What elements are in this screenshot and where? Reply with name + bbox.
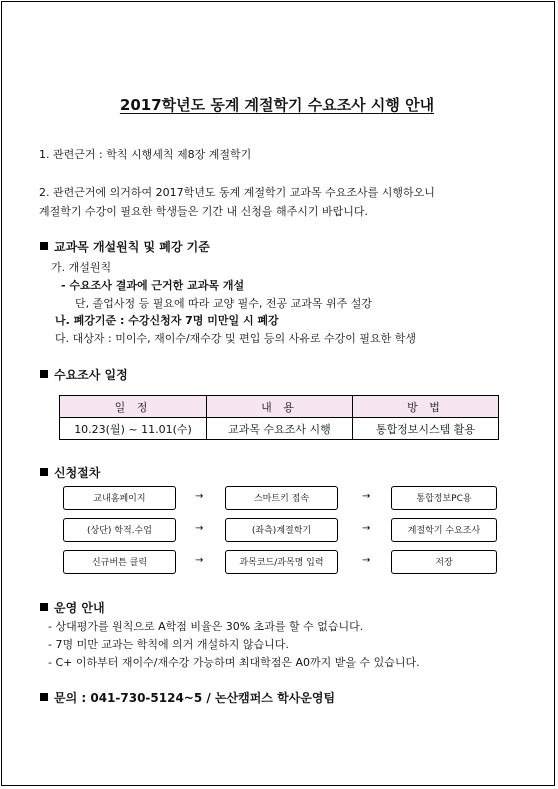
arrow-right-icon: → [362, 555, 371, 566]
page-title: 2017학년도 동계 계절학기 수요조사 시행 안내 [119, 96, 435, 114]
criteria-da: 다. 대상자 : 미이수, 재이수/재수강 및 편입 등의 사유로 수강이 필요한 학생 [55, 332, 417, 345]
arrow-right-icon: → [362, 523, 371, 534]
square-bullet-icon [40, 242, 48, 250]
arrow-right-icon: → [195, 555, 204, 566]
criteria-ga: 가. 개설원칙 [51, 261, 112, 274]
section-1: 1. 관련근거 : 학칙 시행세칙 제8장 계절학기 [39, 148, 252, 161]
arrow-right-icon: → [195, 523, 204, 534]
square-bullet-icon [40, 468, 48, 476]
criteria-na: 나. 폐강기준 : 수강신청자 7명 미만일 시 폐강 [55, 314, 279, 327]
step-box: 교내홈페이지 [63, 486, 176, 510]
step-box: (상단) 학적.수업 [63, 518, 176, 542]
step-box: 저장 [391, 550, 497, 574]
criteria-ga-item: - 수요조사 결과에 근거한 교과목 개설 [61, 279, 245, 292]
section-2-line-1: 2. 관련근거에 의거하여 2017학년도 동계 계절학기 교과목 수요조사를 시행하오니 [39, 186, 435, 199]
arrow-right-icon: → [195, 491, 204, 502]
contact-line: 문의 : 041-730-5124~5 / 논산캠퍼스 학사운영팀 [40, 689, 335, 706]
schedule-table [59, 395, 499, 440]
step-box: 과목코드/과목명 입력 [225, 550, 338, 574]
procedure-heading: 신청절차 [40, 464, 100, 481]
section-2-line-2: 계절학기 수강이 필요한 학생들은 기간 내 신청을 해주시기 바랍니다. [39, 205, 368, 218]
header-cell: 방 법 [353, 396, 499, 418]
operation-item: - 상대평가를 원칙으로 A학점 비율은 30% 초과를 할 수 없습니다. [48, 620, 364, 633]
table-header-row [60, 396, 499, 418]
arrow-right-icon: → [362, 491, 371, 502]
table-row [60, 418, 499, 440]
table-cell: 10.23(월) ~ 11.01(수) [60, 418, 207, 440]
operation-item: - 7명 미만 교과는 학칙에 의거 개설하지 않습니다. [48, 638, 289, 651]
step-box: 스마트키 접속 [225, 486, 338, 510]
step-box: (좌측)계절학기 [225, 518, 338, 542]
step-box: 신규버튼 클릭 [63, 550, 176, 574]
square-bullet-icon [40, 370, 48, 378]
square-bullet-icon [40, 603, 48, 611]
criteria-ga-sub: 단, 졸업사정 등 필요에 따라 교양 필수, 전공 교과목 위주 설강 [75, 297, 372, 310]
operation-heading: 운영 안내 [40, 599, 105, 616]
table-cell: 통합정보시스템 활용 [353, 418, 499, 440]
step-box: 통합정보PC용 [391, 486, 497, 510]
schedule-heading: 수요조사 일정 [40, 366, 128, 383]
operation-item: - C+ 이하부터 재이수/재수강 가능하며 최대학점은 A0까지 받을 수 있습니다. [48, 656, 420, 669]
header-cell: 일 정 [60, 396, 207, 418]
square-bullet-icon [40, 693, 48, 701]
header-cell: 내 용 [207, 396, 353, 418]
table-cell: 교과목 수요조사 시행 [207, 418, 353, 440]
criteria-heading: 교과목 개설원칙 및 폐강 기준 [40, 238, 210, 255]
step-box: 계절학기 수요조사 [391, 518, 497, 542]
